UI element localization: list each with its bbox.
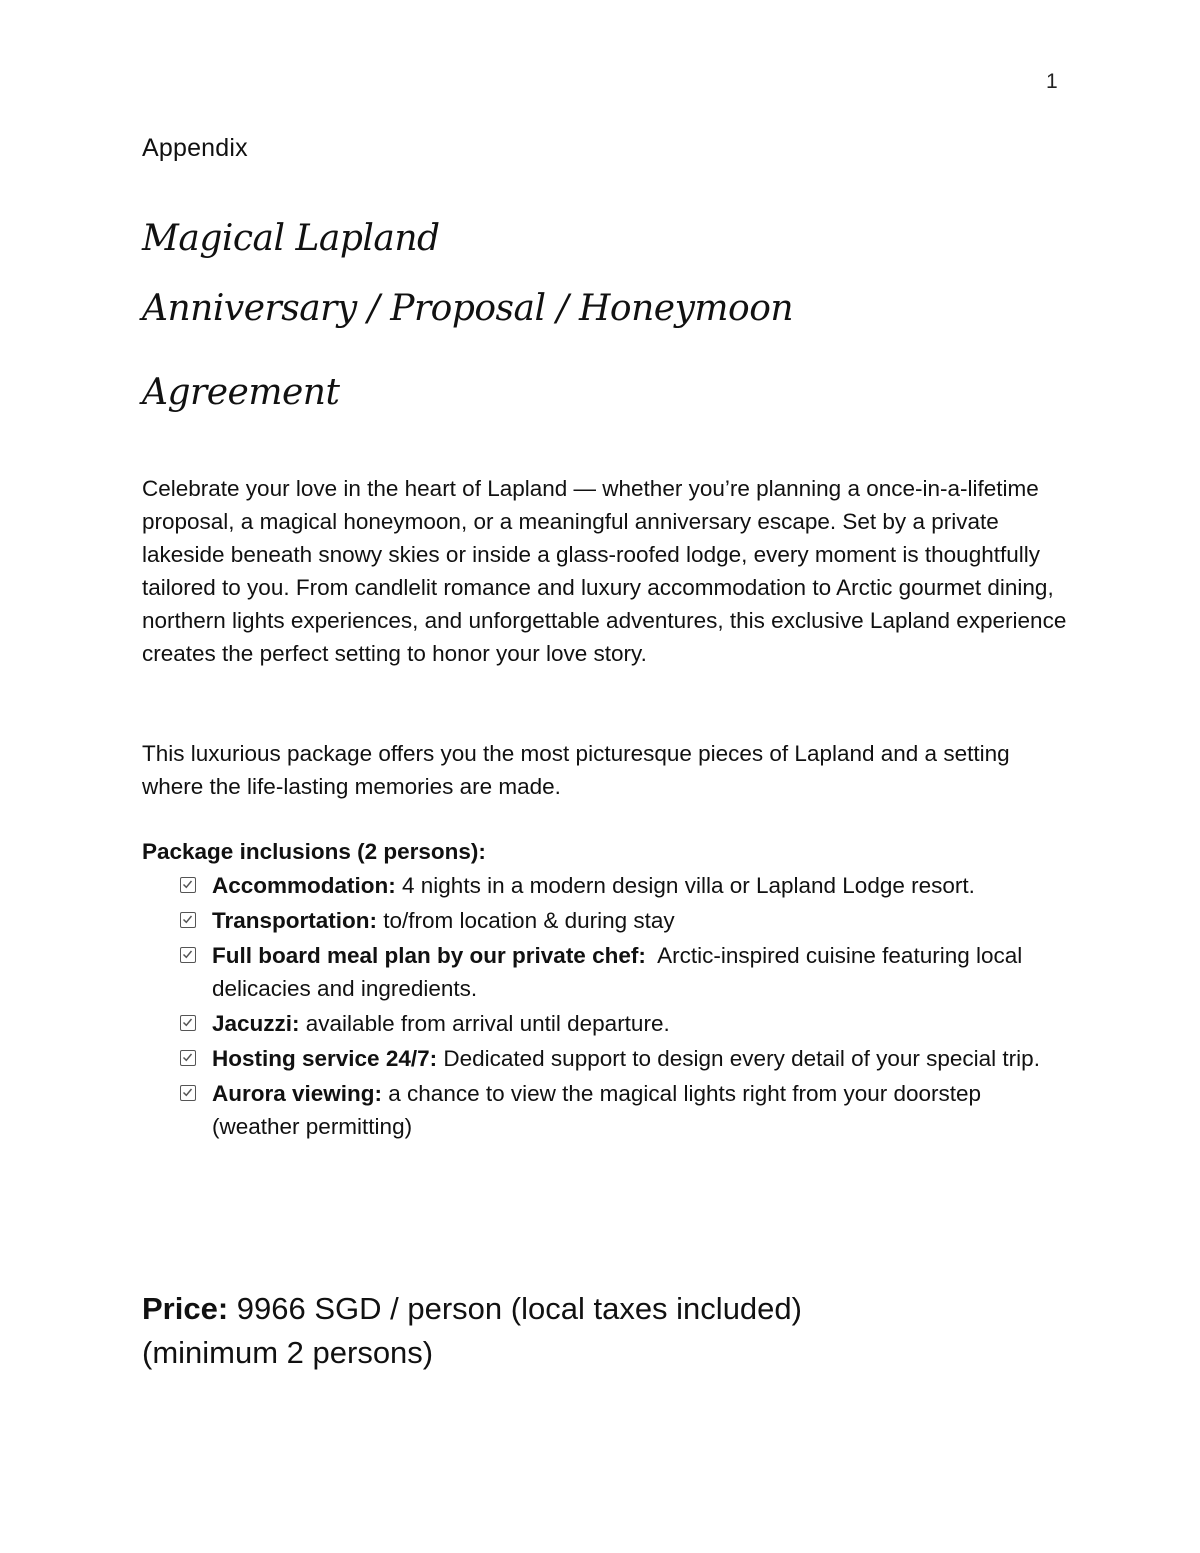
page-number: 1 [1046,70,1058,93]
inclusion-label: Full board meal plan by our private chef: [212,943,646,968]
inclusion-item [178,1077,1058,1143]
checkbox-checked-icon [180,912,196,928]
inclusions-heading: Package inclusions (2 persons): [142,839,486,864]
inclusion-label: Jacuzzi: [212,1011,300,1036]
inclusion-label: Hosting service 24/7: [212,1046,438,1071]
inclusion-item [178,939,1058,1005]
checkbox-checked-icon [180,1015,196,1031]
price-value: 9966 SGD / person (local taxes included) [228,1291,802,1326]
inclusions-list [178,869,1058,1145]
price-block [142,1287,802,1375]
inclusion-item [178,904,1058,937]
title-line-2: Anniversary / Proposal / Honeymoon [142,288,794,329]
inclusion-text: Dedicated support to design every detail of your special trip. [437,1046,1040,1071]
title-line-3: Agreement [142,372,340,413]
inclusion-item [178,1042,1058,1075]
inclusion-item [178,1007,1058,1040]
inclusion-label: Transportation: [212,908,378,933]
title-line-1: Magical Lapland [142,218,440,259]
inclusion-text: a chance to view the magical lights right from your doorstep (weather permitting) [212,1081,982,1139]
package-paragraph: This luxurious package offers you the most picturesque pieces of Lapland and a setting where the life-lasting memories are made. [142,741,1010,799]
section-heading: Appendix [142,134,248,162]
checkbox-checked-icon [180,947,196,963]
inclusion-label: Accommodation: [212,873,396,898]
checkbox-checked-icon [180,877,196,893]
inclusion-text: to/from location & during stay [377,908,675,933]
price-label: Price: [142,1291,229,1326]
inclusion-text: 4 nights in a modern design villa or Lapland Lodge resort. [395,873,975,898]
inclusion-text: available from arrival until departure. [299,1011,670,1036]
intro-paragraph: Celebrate your love in the heart of Lapland — whether you’re planning a once-in-a-lifetime proposal, a magical honeymoon, or a meaningful anniversary escape. Set by a private lakeside beneath snowy skies or inside a glass-roofed lodge, every moment is thoughtfully tailored to you. From candlelit romance and luxury accommodation to Arctic gourmet dining, northern lights experiences, and unforgettable adventures, this exclusive Lapland experience creates the perfect setting to honor your love story. [142,476,1067,666]
inclusion-label: Aurora viewing: [212,1081,383,1106]
checkbox-checked-icon [180,1085,196,1101]
inclusion-item [178,869,1058,902]
price-note: (minimum 2 persons) [142,1335,434,1370]
inclusion-text: Arctic-inspired cuisine featuring local delicacies and ingredients. [212,943,1029,1001]
checkbox-checked-icon [180,1050,196,1066]
